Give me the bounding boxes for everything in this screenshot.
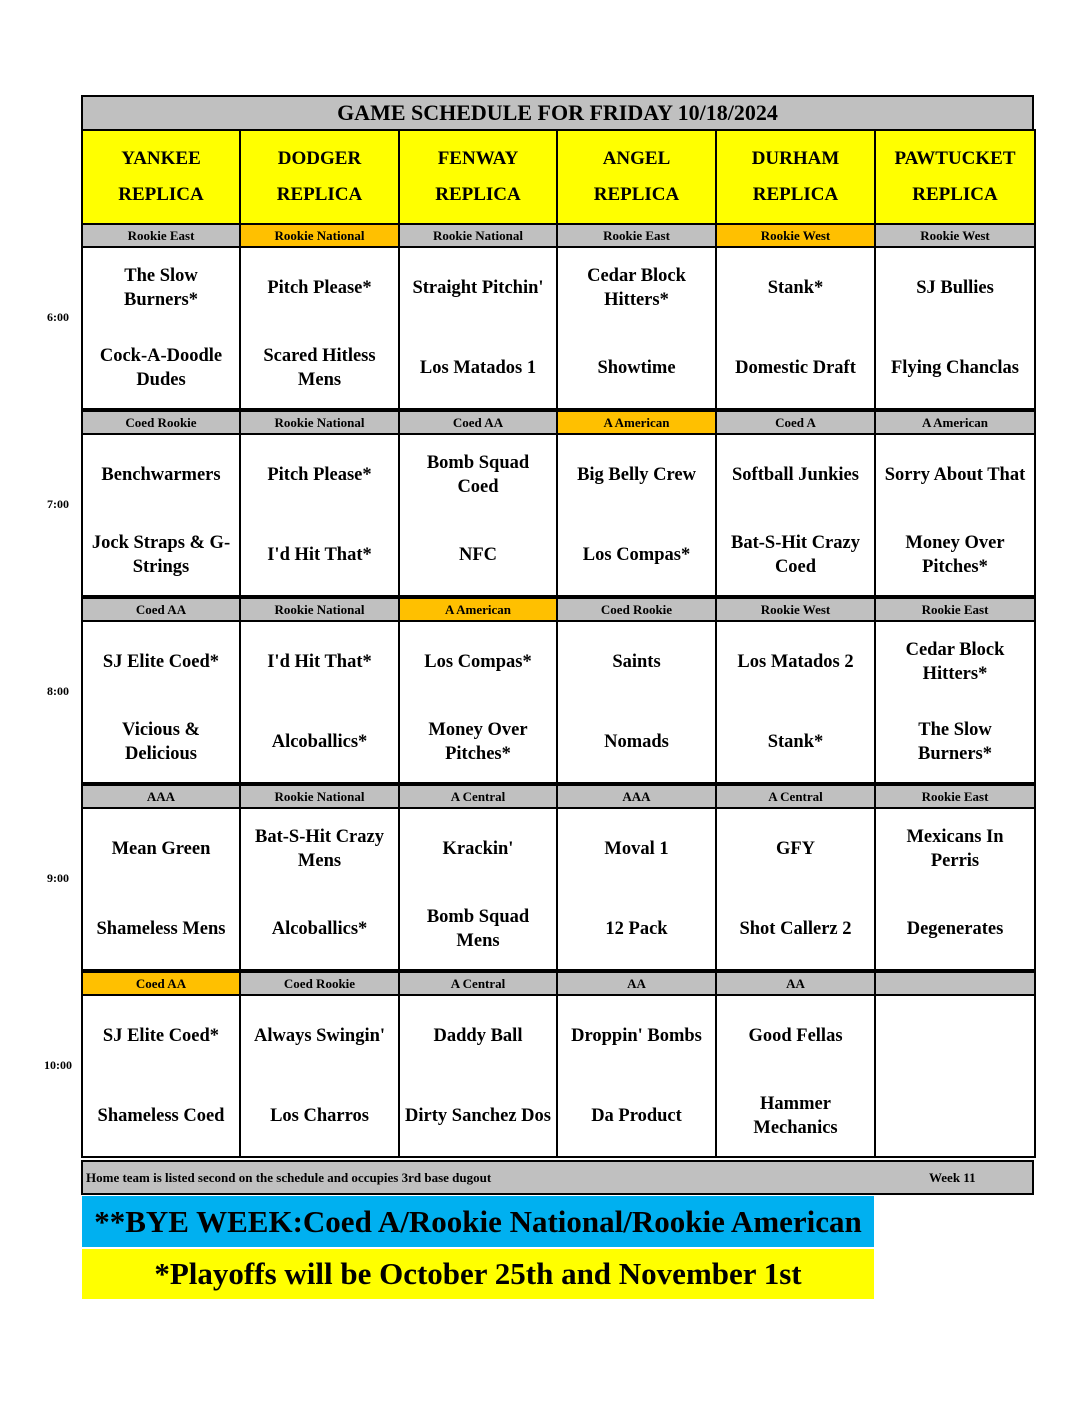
field-header [81,129,241,225]
division-label: A American [556,410,717,435]
away-team: Saints [612,652,661,672]
home-team: Alcoballics* [271,732,368,752]
away-team: Mean Green [111,839,211,859]
division-label: Rookie National [239,597,400,622]
away-team: Los Matados 2 [737,652,854,672]
away-team: Stank* [767,278,824,298]
field-name: FENWAY [437,148,519,169]
game-cell [715,807,876,971]
division-label: Coed AA [81,597,241,622]
home-team: Vicious & Delicious [122,720,200,764]
home-team: Shameless Mens [96,919,226,939]
field-header [239,129,400,225]
game-cell [239,807,400,971]
home-team: Money Over Pitches* [428,720,528,764]
home-team: Da Product [591,1106,682,1126]
game-cell [239,620,400,784]
away-team: Moval 1 [604,839,669,859]
away-team: Benchwarmers [101,465,221,485]
game-cell [398,994,558,1158]
home-team: 12 Pack [605,919,668,939]
time-label: 10:00 [44,1058,72,1072]
home-team: Cock-A-Doodle Dudes [99,346,223,390]
division-label: AAA [556,784,717,809]
division-label: A Central [398,784,558,809]
division-label: Coed Rookie [239,971,400,996]
schedule-table [81,95,1034,1195]
away-team: Big Belly Crew [577,465,696,485]
home-team-note: Home team is listed second on the schedule and occupies 3rd base dugout [86,1170,492,1185]
home-team: Alcoballics* [271,919,368,939]
division-label: A Central [715,784,876,809]
away-team: SJ Elite Coed* [102,652,220,672]
away-team: Mexicans In Perris [906,827,1004,871]
home-team: Flying Chanclas [891,358,1019,378]
time-column [0,0,81,1408]
away-team: Cedar Block Hitters* [587,266,686,310]
away-team: Droppin' Bombs [571,1026,702,1046]
time-label: 9:00 [47,871,69,885]
game-cell [715,994,876,1158]
game-cell [556,433,717,597]
game-cell [81,807,241,971]
away-team: Bomb Squad Coed [426,453,530,497]
home-team: Degenerates [906,919,1004,939]
away-team: Softball Junkies [732,465,859,485]
division-label: Coed AA [81,971,241,996]
game-cell [398,807,558,971]
time-label: 6:00 [47,310,69,324]
home-team: Scared Hitless Mens [263,346,376,390]
away-team: Always Swingin' [253,1026,386,1046]
away-team: Pitch Please* [267,278,372,298]
division-label: Rookie West [715,223,876,248]
division-label: Rookie East [874,597,1036,622]
division-label: Coed Rookie [556,597,717,622]
game-cell [715,433,876,597]
division-label: Rookie West [715,597,876,622]
away-team: Daddy Ball [433,1026,523,1046]
field-type: REPLICA [752,184,839,205]
away-team: GFY [775,839,816,859]
home-team: Los Matados 1 [419,358,537,378]
home-team: Money Over Pitches* [905,533,1005,577]
field-type: REPLICA [118,184,204,205]
away-team: Bat-S-Hit Crazy Mens [255,827,384,871]
week-number: Week 11 [929,1170,976,1185]
away-team: Krackin' [442,839,514,859]
field-name: DODGER [277,148,362,169]
home-team: Dirty Sanchez Dos [405,1106,551,1126]
away-team: Straight Pitchin' [412,278,544,298]
away-team: The Slow Burners* [124,266,198,310]
home-team: Los Charros [270,1106,369,1126]
field-header [398,129,558,225]
division-label: A American [874,410,1036,435]
field-header [715,129,876,225]
time-label: 7:00 [47,497,69,511]
division-label: Rookie National [239,410,400,435]
division-label: Coed A [715,410,876,435]
division-label: A Central [398,971,558,996]
away-team: Cedar Block Hitters* [905,640,1005,684]
division-label [874,971,1036,996]
game-cell [556,994,717,1158]
home-team: Showtime [597,358,676,378]
away-team: SJ Bullies [916,278,994,298]
home-team: NFC [458,545,498,565]
game-cell [556,246,717,410]
home-team: Nomads [604,732,669,752]
field-name: PAWTUCKET [894,148,1016,169]
division-label: AA [715,971,876,996]
division-label: Rookie East [874,784,1036,809]
field-type: REPLICA [593,184,680,205]
division-label: Rookie East [556,223,717,248]
away-team: SJ Elite Coed* [102,1026,220,1046]
away-team: Good Fellas [748,1026,843,1046]
home-team: Shot Callerz 2 [739,919,852,939]
division-label: Rookie East [81,223,241,248]
game-cell [398,433,558,597]
field-header [874,129,1036,225]
field-type: REPLICA [276,184,363,205]
game-cell [81,246,241,410]
game-cell [874,807,1036,971]
field-name: ANGEL [602,148,671,169]
home-team: Jock Straps & G-Strings [91,533,231,577]
schedule-title: GAME SCHEDULE FOR FRIDAY 10/18/2024 [81,95,1034,131]
division-label: A American [398,597,558,622]
game-cell [398,620,558,784]
home-team: The Slow Burners* [918,720,992,764]
game-cell [398,246,558,410]
division-label: Rookie National [398,223,558,248]
away-team: I'd Hit That* [267,652,372,672]
home-team: Hammer Mechanics [753,1094,838,1138]
game-cell [81,433,241,597]
division-label: AA [556,971,717,996]
away-team: Sorry About That [884,465,1026,485]
field-type: REPLICA [435,184,521,205]
game-cell [715,620,876,784]
home-team: Stank* [767,732,824,752]
field-name: YANKEE [121,148,201,169]
field-header [556,129,717,225]
home-team: Los Compas* [582,545,691,565]
away-team: Pitch Please* [267,465,372,485]
game-cell [239,246,400,410]
game-cell [874,620,1036,784]
home-team: I'd Hit That* [267,545,372,565]
home-team: Shameless Coed [97,1106,225,1126]
division-label: Rookie National [239,223,400,248]
home-team: Bomb Squad Mens [426,907,530,951]
bye-week-banner: **BYE WEEK:Coed A/Rookie National/Rookie American [82,1196,874,1247]
division-label: Coed Rookie [81,410,241,435]
game-cell [239,433,400,597]
schedule-footer [81,1160,1034,1195]
game-cell [715,246,876,410]
home-team [876,1076,1034,1156]
division-label: AAA [81,784,241,809]
game-cell [874,433,1036,597]
division-label: Rookie West [874,223,1036,248]
home-team: Bat-S-Hit Crazy Coed [731,533,860,577]
field-type: REPLICA [912,184,998,205]
game-cell [874,246,1036,410]
game-cell [874,994,1036,1158]
game-cell [81,620,241,784]
away-team [876,996,1034,1076]
game-cell [81,994,241,1158]
away-team: Los Compas* [424,652,532,672]
field-name: DURHAM [751,148,840,169]
playoffs-banner: *Playoffs will be October 25th and November 1st [82,1249,874,1299]
division-label: Rookie National [239,784,400,809]
game-cell [556,620,717,784]
game-cell [556,807,717,971]
time-label: 8:00 [47,684,69,698]
division-label: Coed AA [398,410,558,435]
home-team: Domestic Draft [735,358,856,378]
game-cell [239,994,400,1158]
